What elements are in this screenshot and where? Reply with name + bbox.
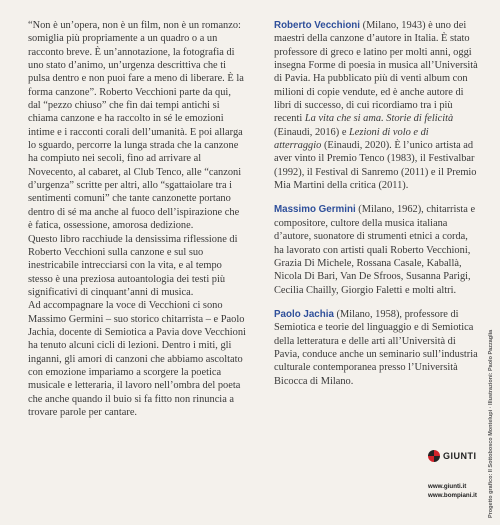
- synopsis-paragraph: Ad accompagnare la voce di Vecchioni ci sono Massimo Germini – suo storico chitarrista – e Paolo Jachia, docente di Semiotica a Pavia dove Vecchioni ha tenuto alcuni cicli di lezioni. Dentro i miti, gli inganni, gli amori di canzoni che abbiamo ascoltato con emozione impariamo a scorgere la poetica musicale e letteraria, il lavoro nell’ombra del poeta che anche quando il buio si fa fitto non rinuncia a trovare parole per cantare.: [28, 300, 246, 418]
- bio-text: (Einaudi, 2020). È l’unico artista ad aver vinto il Premio Tenco (1983), il Festivalbar (1992), il Festival di Sanremo (2011) e il Premio Mia Martini della critica (2011).: [274, 140, 477, 192]
- giunti-logo-icon: [428, 450, 440, 462]
- website-link[interactable]: www.giunti.it: [428, 483, 467, 490]
- bio-text: (Milano, 1962), chitarrista e compositore, cultore della musica italiana d’autore, suonatore di strumenti etnici a corda, ha lavorato con artisti quali Roberto Vecchioni, Grazia Di Michele, Rossana Casale, Kaballà, Nicola Di Bari, Van De Sfroos, Susanna Parigi, Cecilia Chailly, Giorgio Faletti e molti altri.: [274, 204, 476, 296]
- bio-text: (Milano, 1943) è uno dei maestri della canzone d’autore in Italia. È stato professore di greco e latino per molti anni, oggi insegna Forme di poesia in musica all’Università di Pavia. Ha pubblicato più di venti album con milioni di copie vendute, ed è anche autore di libri di successo, di cui ricordiamo tra i più recenti: [274, 20, 478, 125]
- publisher-logo-text: GIUNTI: [443, 451, 477, 461]
- publisher-logo: [428, 450, 488, 462]
- author-name: Paolo Jachia: [274, 308, 334, 320]
- publisher-block: [428, 450, 488, 500]
- synopsis: [28, 19, 246, 419]
- bio-germini: [274, 203, 478, 296]
- book-title: La vita che si ama. Storie di felicità: [304, 113, 454, 125]
- author-bios: [274, 19, 478, 399]
- bio-text: (Einaudi, 2016) e: [274, 126, 350, 138]
- author-name: Roberto Vecchioni: [274, 20, 361, 31]
- bio-vecchioni: [274, 19, 478, 192]
- bio-jachia: [274, 308, 478, 388]
- synopsis-paragraph: Questo libro racchiude la densissima riflessione di Roberto Vecchioni sulla canzone e sul suo inestricabile intrecciarsi con la vita, e al tempo stesso è una preziosa autoantologia dei testi più significativi di cinquant’anni di musica.: [28, 233, 238, 298]
- author-name: Massimo Germini: [274, 204, 356, 216]
- design-credit: Progetto grafico: Il Sottobosco Montelupi · Illustrazioni: Paolo Pazzaglia: [488, 329, 494, 518]
- book-title: Lezioni di volo e di atterraggio: [274, 126, 429, 152]
- synopsis-paragraph: “Non è un’opera, non è un film, non è un romanzo: somiglia più propriamente a un quadro o a un racconto breve. È un’annotazione, la fotografia di uno stato d’animo, un’urgenza descrittiva che ti pulsa dentro e non puoi fare a meno di liberare. È la forma canzone”. Roberto Vecchioni parte da qui, dal “pezzo chiuso” che fin dai tempi antichi si chiama canzone e ha raccolto in sé le emozioni intime e i racconti corali dell’umanità. E poi allarga lo sguardo, percorre la lunga strada che la canzone ha compiuto nei secoli, fino ad arrivare al Novecento, al cabaret, al Club Tenco, alle “canzoni d’urgenza” scritte per altri, allo “sgattaiolare tra i sentimenti comuni” che tante canzonette portano dentro di sé ma anche al fuoco dell’ispirazione che è fatica, ossessione, amorosa dedizione.: [28, 20, 244, 232]
- website-link[interactable]: www.bompiani.it: [428, 492, 477, 499]
- bio-text: (Milano, 1958), professore di Semiotica e teorie del linguaggio e di Semiotica della letteratura e delle arti all’Università di Pavia, conduce anche un seminario sull’industria culturale contemporanea presso l’Università Bicocca di Milano.: [274, 308, 478, 387]
